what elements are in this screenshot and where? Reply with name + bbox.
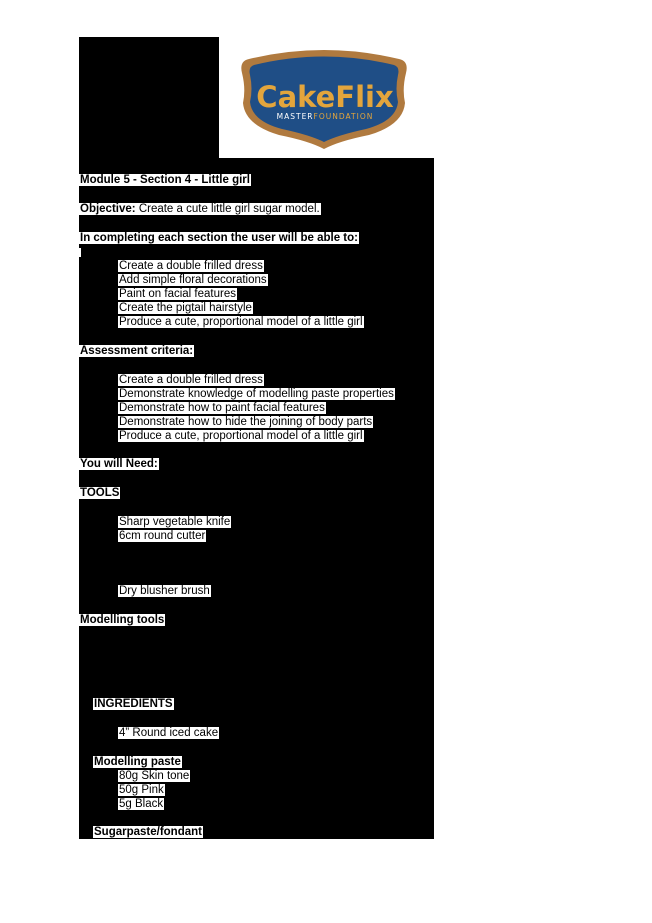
assessment-item: Demonstrate how to hide the joining of body parts — [119, 416, 373, 428]
logo-area — [219, 37, 434, 158]
completing-item: Produce a cute, proportional model of a little girl — [119, 316, 363, 328]
logo-brand: CakeFlix — [256, 80, 394, 114]
objective-label: Objective: — [80, 203, 136, 215]
assessment-item: Create a double frilled dress — [119, 374, 263, 386]
cakeflix-logo — [219, 37, 434, 158]
completing-item: Add simple floral decorations — [119, 274, 267, 286]
completing-item: Create a double frilled dress — [119, 260, 263, 272]
objective-text: Create a cute little girl sugar model. — [138, 203, 320, 215]
assessment-item: Produce a cute, proportional model of a little girl — [119, 430, 363, 442]
module-heading: Module 5 - Section 4 - Little girl — [80, 174, 250, 186]
tool-item: Dry blusher brush — [119, 585, 210, 597]
logo-subtitle-foundation: FOUNDATION — [313, 112, 374, 121]
modelling-paste-item: 50g Pink — [119, 784, 164, 796]
tools-heading: TOOLS — [80, 487, 120, 499]
you-will-need-heading: You will Need: — [80, 458, 158, 470]
assessment-heading: Assessment criteria: — [80, 345, 194, 357]
modelling-tools-heading: Modelling tools — [80, 614, 165, 626]
modelling-paste-label: Modelling paste — [94, 756, 181, 768]
text-cursor-mark — [79, 248, 81, 257]
assessment-item: Demonstrate knowledge of modelling paste properties — [119, 388, 394, 400]
ingredients-heading: INGREDIENTS — [94, 698, 173, 710]
completing-item: Create the pigtail hairstyle — [119, 302, 252, 314]
ingredient-cake: 4” Round iced cake — [119, 727, 219, 739]
modelling-paste-item: 80g Skin tone — [119, 770, 190, 782]
completing-heading: In completing each section the user will be able to: — [80, 232, 358, 244]
tool-item: 6cm round cutter — [119, 530, 206, 542]
assessment-item: Demonstrate how to paint facial features — [119, 402, 325, 414]
sugarpaste-label: Sugarpaste/fondant — [94, 826, 202, 838]
tool-item: Sharp vegetable knife — [119, 516, 231, 528]
svg-text:MASTERFOUNDATION — [277, 112, 374, 121]
completing-item: Paint on facial features — [119, 288, 236, 300]
modelling-paste-item: 5g Black — [119, 798, 164, 810]
logo-subtitle-master: MASTER — [276, 112, 314, 121]
